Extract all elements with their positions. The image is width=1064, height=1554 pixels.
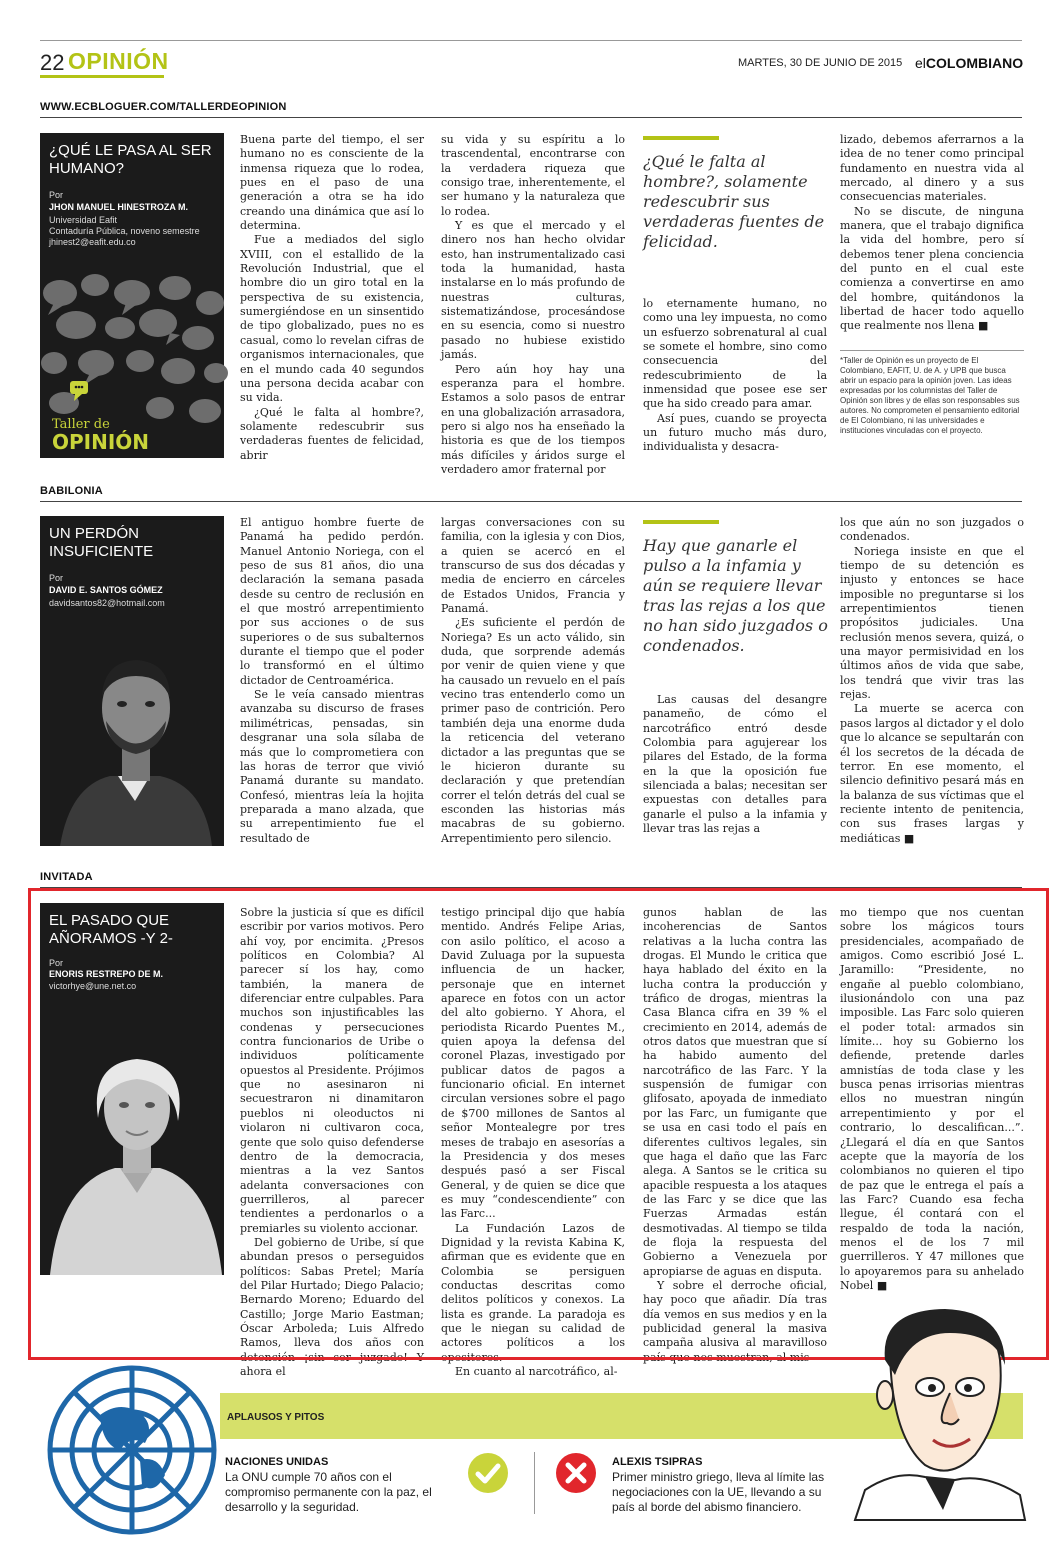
author-info [49,598,221,609]
article-column [840,133,1024,343]
note-rule [840,350,1024,351]
highlight-frame [28,888,1049,1360]
section-label-taller: WWW.ECBLOGUER.COM/TALLERDEOPINION [40,101,287,113]
paragraph: Se le veía cansado mientras avanzaba su discurso de frases milimétricas, pensadas, sin desgranar una sola sílaba de más que lo comprometiera con las horas de terror que vivió Panamá durante su mandato. Confesó, mientras leía la hojita preparada a mano alzada, que su arrepentimiento fue el resultado de [240,688,424,845]
author-box-babilonia [40,516,224,846]
author-box-taller [40,133,224,458]
pull-quote: Hay que ganarle el pulso a la infamia y aún se requiere llevar tras las rejas a los que no han sido juzgados o condenados. [643,536,828,655]
paragraph: Fue a mediados del siglo XVIII, con el estallido de la Revolución Industrial, que el hombre dio un giro total en la perspectiva de su existencia, sumergiéndose en un sinsentido de tipo globalizado, pues no es casual, como lo revelan cifras de organismos internacionales, que en el mundo cada 40 segundos una persona decida acabar con su vida. [240,233,424,405]
article-column [441,516,625,850]
article-column [240,516,424,850]
pullquote-bar [643,136,719,140]
paragraph: mo tiempo que nos cuentan sobre los mágicos tours presidenciales, acompañado de amigos. Como escribió José L. Jaramillo: “Presidente, no engañe al pueblo colombiano, ilusionándolo con una paz imposible. Las Farc solo quieren el poder total: armados sin límite... hoy su Gobierno los defiende, pretende darles amnistías de toda clase y les busca penas irrisorias mientras ellos no muestran ningún arrepentimiento y por el contrario, lo descalifican...”. ¿Llegará el día en que Santos acepte que la mayoría de los colombianos no quieren el tipo de paz que le entrega el país a las Farc? Cuando esa fecha llegue, él contará con el respaldo de toda la nación, menos el de los 7 mil guerrilleros. Y 47 millones que lo apoyaremos para su anhelado Nobel ■ [840,906,1024,1292]
pito-name: ALEXIS TSIPRAS [612,1456,703,1468]
author-info-line: jhinest2@eafit.edu.co [49,237,136,247]
masthead-name: COLOMBIANO [925,55,1024,71]
paragraph: La muerte se acerca con pasos largos al dictador y el dolo que lo alcance se sepultarán con él los secretos de la década de terror. En ese momento, el silencio definitivo pesará más en la balanza de sus víctimas que el reciente intento de penitencia, con sus frases largas y mediáticas ■ [840,702,1024,845]
article-column [840,516,1024,850]
cross-icon [555,1452,597,1494]
article-column [643,693,827,850]
author-info-line: Contaduría Pública, noveno semestre [49,226,200,236]
paragraph: Así pues, cuando se proyecta un futuro mucho más duro, individualista y desacra- [643,411,827,454]
project-note: *Taller de Opinión es un proyecto de El Colombiano, EAFIT, U. de A. y UPB que busca abrir un espacio para la opinión joven. Las ideas expresadas por los columnistas del Taller de Opinión son libres y de ellas son responsables sus autores. No comprometen el pensamiento editorial de El Colombiano, ni las universidades e instituciones vinculadas con el proyecto. [840,356,1020,435]
paragraph: los que aún no son juzgados o condenados. [840,516,1024,544]
page-number: 22 [40,50,65,75]
pull-quote: ¿Qué le falta al hombre?, solamente redescubrir sus verdaderas fuentes de felicidad. [643,152,825,251]
paragraph: Buena parte del tiempo, el ser humano no es consciente de la inmensa riqueza que lo rodea, pues en el paso de una generación a otra se ha ido creando una dinámica que así lo determina. [240,133,424,233]
paragraph: En cuanto al narcotráfico, al- [455,1365,618,1378]
paragraph: El antiguo hombre fuerte de Panamá ha pedido perdón. Manuel Antonio Noriega, con el peso de sus 81 años, dio una declaración la semana pasada desde su centro de reclusión en el que mostró arrepentimiento por sus acciones o de sus superiores o de sus subalternos durante el tiempo que el poder lo transformó en el último dictador de Centroamérica. [240,516,424,687]
paragraph: Y es que el mercado y el dinero nos han hecho olvidar esto, han instrumentalizado casi toda la humanidad, hasta instalarse en lo más profundo de nuestras culturas, sistematizándose, procesándose en su esencia, como si nuestro pasado no hubiese existido jamás. [441,219,625,362]
aplausos-divider [534,1452,535,1514]
paragraph: La Fundación Lazos de Dignidad y la revista Kabina K, afirman que es evidente que en Colombia se persiguen conductas descritas como delitos políticos y conexos. La lista es grande. La paradoja es que le niegan su calidad de actores políticos a los opositores. [441,1221,625,1364]
paragraph: lizado, debemos aferrarnos a la idea de no tener como principal fundamento en nuestra vida al mercado, al dinero y a sus consecuencias materiales. [840,133,1024,204]
paragraph: su vida y su espíritu a lo trascendental, encontrarse con la verdadera riqueza que consigo trae, inherentemente, el ser humano y la naturaleza que lo rodea. [441,133,625,218]
paragraph: testigo principal dijo que había mentido. Andrés Felipe Arias, con asilo político, el acoso a David Zuluaga por la supuesta influencia de un hacker, personaje que en internet aparece en fotos con un actor del alto gobierno. Y Ahora, el periodista Ricardo Puentes M., quien apoya la defensa del coronel Plazas, investigado por publicar datos de pagos a funcionario oficial. En internet circulan versiones sobre el pago de $700 millones de Santos al señor Montealegre por tres meses de trabajo en asesorías a la Presidencia y dos meses después pasó a ser Fiscal General, y de quien se dice que es muy “condescendiente” con las Farc... [441,906,625,1221]
author-info-line: victorhye@une.net.co [49,981,137,991]
paragraph: Noriega insiste en que el tiempo de su detención es injusto y entonces se hace imposible no preguntarse si los arrepentimientos tienen propósitos judiciales. Una reclusión menos severa, quizá, o una mayor permisividad en los últimos años de vida que sabe, los tendrá que vivir tras las rejas. [840,544,1024,702]
section-label-invitada: INVITADA [40,871,93,883]
author-info-line: davidsantos82@hotmail.com [49,598,165,608]
aplausos-label: APLAUSOS Y PITOS [227,1412,325,1423]
article-column [643,297,827,461]
author-name: ENORIS RESTREPO DE M. [49,969,164,979]
caricature-illustration [855,1305,1025,1520]
section-rule [40,501,1022,502]
masthead-prefix: el [915,55,926,71]
byline-prefix: Por [49,958,64,968]
paragraph: Pero aún hoy hay una esperanza para el hombre. Estamos a solo pasos de entrar en una globalización arrasadora, pero si algo nos ha enseñado la historia es que de los tiempos más difíciles y áridos surge el verdadero amor fraternal por [441,362,625,476]
taller-logo-line1: Taller de [52,417,110,432]
section-underline [40,75,164,78]
paragraph: gunos hablan de las incoherencias de Santos relativas a la lucha contra las drogas. El Mundo le critica que haya hablado del éxito en la lucha contra la producción y tráfico de drogas, mientras la Casa Blanca cifra en 39 % el crecimiento en 2014, además de otros datos que muestran que sí ha habido aumento del narcotráfico de las Farc. Y la suspensión de fumigar con glifosato, apoyada de inmediato por las Farc, un fumigante que se usa en casi todo el país en diferentes cultivos legales, sin que haga el daño que las Farc alega. A Santos se le critica su apacible respuesta a los ataques de las Farc y se dice que las Fuerzas Armadas están desmotivadas. Al tiempo se tilda de floja la respuesta del Gobierno a Venezuela por apropiarse de aguas en disputa. [643,906,827,1278]
byline-prefix: Por [49,573,64,583]
section-label-babilonia: BABILONIA [40,485,103,497]
author-photo [40,626,224,846]
paragraph: Sobre la justicia sí que es difícil escribir por varios motivos. Pero ahí voy, por encimita. ¿Presos políticos en Colombia? Al parecer sí los hay, como también, la manera de diferenciar entre culpables. Para muchos son injustificables las condenas y persecuciones contra funcionarios de Uribe o individuos políticamente opuestos al Presidente. Prójimos que no asesinaron ni secuestraron ni dinamitaron pueblos ni oleoductos ni violaron ni cultivaron coca, gente que solo quiso defenderse dentro de la democracia, mientras a la vez Santos adelanta conversaciones con guerrilleros, al parecer tendientes a perdonarlos o a premiarles su violento accionar. [240,906,424,1235]
pito-text: Primer ministro griego, lleva al límite las negociaciones con la UE, llevando a su país al borde del abismo financiero. [612,1470,825,1514]
check-icon [467,1452,509,1494]
column-title: EL PASADO QUE AÑORAMOS -Y 2- [49,912,173,947]
paragraph: lo eternamente humano, no como una ley impuesta, no como un esfuerzo sobrenatural al cual se somete el hombre, sino como consecuencia del redescubrimiento de la inmensidad que posee ese ser que ha sido creado para amar. [643,297,827,411]
article-column [441,133,625,476]
author-info-line: Universidad Eafit [49,215,118,225]
author-name: DAVID E. SANTOS GÓMEZ [49,585,163,595]
paragraph: No se discute, de ninguna manera, que el trabajo dignifica la vida del hombre, pero sí debemos tener plena conciencia del punto en el cual este comienza a convertirse en amo del hombre, quitándonos la libertad de hacer todo aquello que realmente nos llena ■ [840,204,1024,333]
un-emblem-icon [30,1355,235,1545]
paragraph: Del gobierno de Uribe, sí que abundan presos o perseguidos políticos: Sabas Pretel; María del Pilar Hurtado; Diego Palacio; Bernardo Moreno; Eduardo del Castillo; Jorge Mario Eastman; Óscar Arboleda; Luis Alfredo Ramos, lleva dos años con detención ¡sin ser juzgado! Y ahora el [240,1235,424,1378]
masthead [915,55,1023,71]
byline-prefix: Por [49,190,64,200]
top-rule [40,40,1022,41]
column-title: UN PERDÓN INSUFICIENTE [49,525,154,560]
paragraph: ¿Qué le falta al hombre?, solamente redescubrir sus verdaderas fuentes de felicidad, abrir [240,405,424,462]
paragraph: Las causas del desangre panameño, de cómo el narcotráfico entró desde Colombia para agujerear los pilares del Estado, de la forma en la que la oposición fue silenciada a balas; necesitan ser expuestas con detalles para ganarle el pulso a la infamia y llevar tras las rejas a [643,693,827,836]
aplauso-text: La ONU cumple 70 años con el compromiso permanente con la paz, el desarrollo y la seguridad. [225,1470,432,1514]
section-title: OPINIÓN [68,48,169,74]
issue-date: MARTES, 30 DE JUNIO DE 2015 [738,57,903,69]
paragraph: largas conversaciones con su familia, con la iglesia y con Dios, a quien se acercó en el transcurso de sus dos décadas y media de encierro en cárceles de Estados Unidos, Francia y Panamá. [441,516,625,616]
column-title: ¿QUÉ LE PASA AL SER HUMANO? [49,142,212,177]
author-info [49,215,221,248]
paragraph: Y sobre el derroche oficial, hay poco que añadir. Día tras día vemos en sus medios y en la publicidad general la masiva campaña alusiva al maravilloso país que nos muestran, al mis- [643,1278,827,1364]
aplauso-name: NACIONES UNIDAS [225,1456,329,1468]
paragraph: ¿Es suficiente el perdón de Noriega? Es un acto válido, sin duda, que sorprende además por venir de quien viene y que ha causado un revuelo en el país vecino tras entenderlo como un primer paso de contrición. Pero también deja una enorme duda la reticencia del veterano dictador a las preguntas que se le hicieron durante su declaración y que pretendían correr el telón detrás del cual se esconden las historias más macabras de su gobierno. Arrepentimiento pero silencio. [441,616,625,845]
article-column [240,133,424,461]
pullquote-bar [643,520,719,524]
author-name: JHON MANUEL HINESTROZA M. [49,202,189,212]
taller-logo-line2: OPINIÓN [52,430,150,454]
section-rule [40,117,1022,118]
